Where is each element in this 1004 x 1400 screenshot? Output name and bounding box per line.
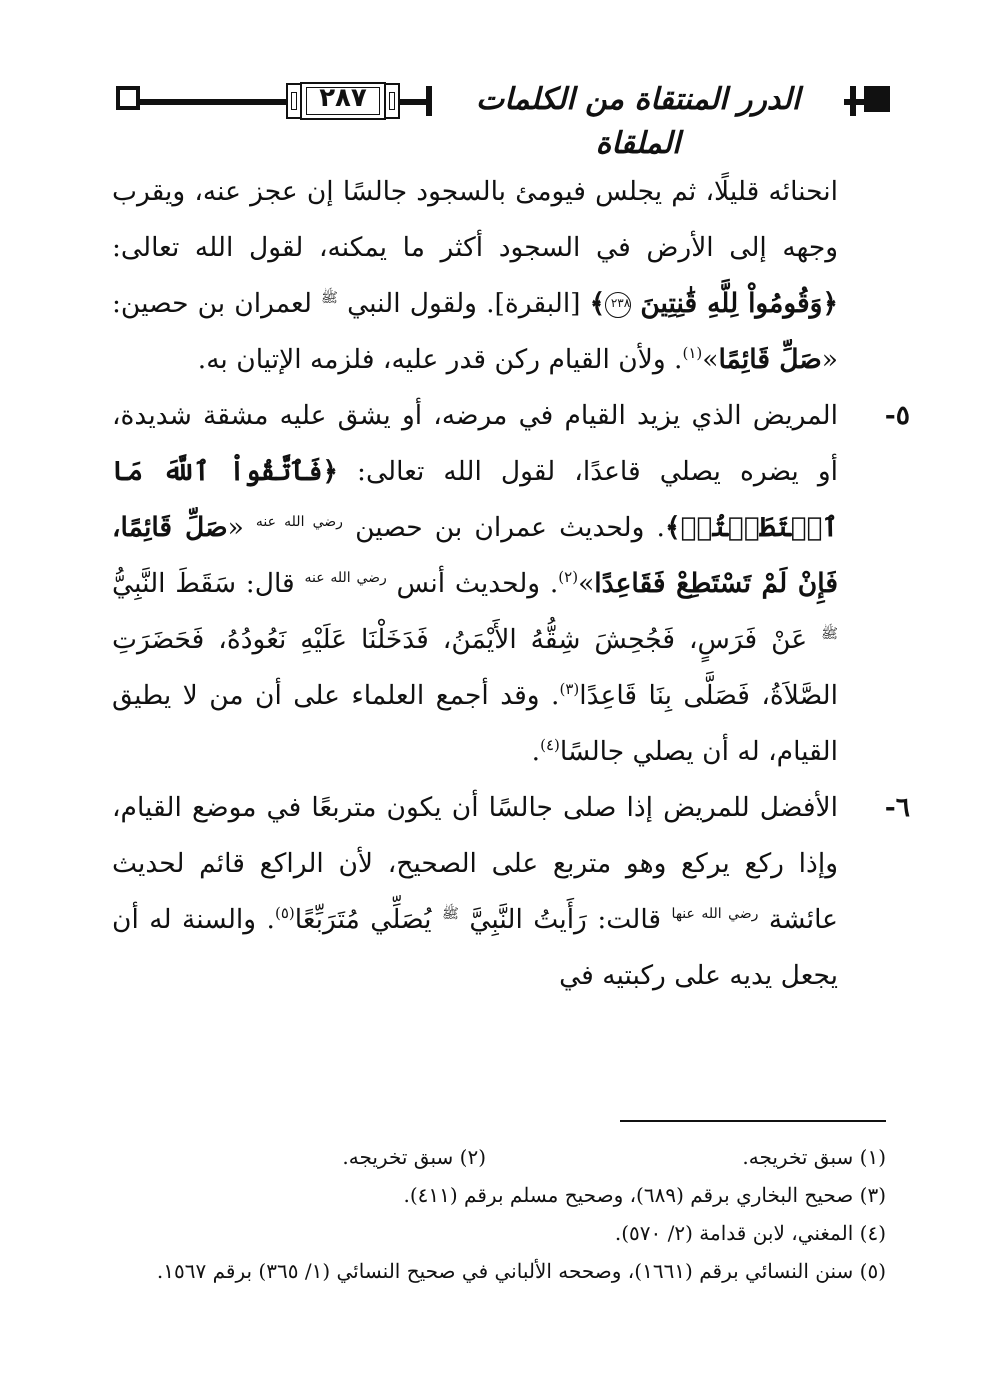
item-number: ٦- xyxy=(884,792,910,823)
radiallahu-glyph-icon: رضي الله عنها xyxy=(671,906,759,923)
text-run: قالت: رَأَيتُ النَّبِيَّ xyxy=(458,904,672,935)
text-run: . ولأن القيام ركن قدر عليه، فلزمه الإتيان به. xyxy=(197,344,683,375)
header-ornament-block-icon xyxy=(864,86,890,112)
footnote-ref[interactable]: (٤) xyxy=(540,736,560,755)
footnote-row xyxy=(112,1138,886,1176)
salawat-glyph-icon: ﷺ xyxy=(821,626,838,643)
text-run: يُصَلِّي مُتَرَبِّعًا xyxy=(294,904,442,935)
text-run: . ولحديث عمران بن حصين xyxy=(342,512,665,543)
text-run: « xyxy=(227,512,256,543)
footnote-2: (٢) سبق تخريجه. xyxy=(342,1145,486,1169)
text-run: [البقرة]. ولقول النبي xyxy=(337,288,590,319)
footnote-ref[interactable]: (١) xyxy=(682,344,703,363)
footnotes xyxy=(112,1138,886,1290)
quran-verse: ﴿وَقُومُواْ لِلَّهِ قَٰنِتِينَ xyxy=(640,288,839,319)
salawat-glyph-icon: ﷺ xyxy=(321,290,338,307)
page-number-frame xyxy=(284,78,402,124)
text-run: » xyxy=(702,344,719,375)
hadith-text: صَلِّ قَائِمًا xyxy=(718,344,822,375)
text-run: . ولحديث أنس xyxy=(386,568,559,599)
verse-bracket: ﴾ xyxy=(589,288,606,319)
text-run: لعمران بن حصين: « xyxy=(112,288,838,375)
footnote-4: (٤) المغني، لابن قدامة (٢/ ٥٧٠). xyxy=(614,1221,886,1245)
text-run: . والسنة له أن يجعل يديه على ركبتيه في xyxy=(112,904,838,991)
header-ornament-square-icon xyxy=(116,86,140,110)
quran-verse: ﴿فَٱتَّقُواْ ٱللَّهَ مَا ٱسۡتَطَعۡتُمۡ﴾ xyxy=(112,456,838,543)
book-title: الدرر المنتقاة من الكلمات الملقاة xyxy=(432,78,844,124)
footnote-1: (١) سبق تخريجه. xyxy=(742,1145,886,1169)
salawat-glyph-icon: ﷺ xyxy=(441,906,459,923)
footnote-3: (٣) صحيح البخاري برقم (٦٨٩)، وصحيح مسلم برقم (٤١١). xyxy=(403,1183,886,1207)
intro-paragraph xyxy=(112,164,838,388)
header-rule-left xyxy=(140,99,288,105)
list-item-5 xyxy=(112,388,910,780)
text-run: انحنائه قليلًا، ثم يجلس فيومئ بالسجود جالسًا إن عجز عنه، ويقرب وجهه إلى الأرض في السجود أكثر ما يمكنه، لقول الله تعالى: xyxy=(112,176,838,263)
footnote-5: (٥) سنن النسائي برقم (١٦٦١)، وصححه الألباني في صحيح النسائي (١/ ٣٦٥) برقم ١٥٦٧. xyxy=(156,1259,886,1283)
ayah-number-badge: ٢٣٨ xyxy=(605,292,631,318)
page-number: ٢٨٧ xyxy=(319,83,367,113)
footnote-ref[interactable]: (٣) xyxy=(559,680,580,699)
text-run: عَنْ فَرَسٍ، فَجُحِشَ شِقُّهُ الأَيْمَنُ، فَدَخَلْنَا عَلَيْهِ نَعُودُهُ، فَحَضَرَتِ الصَّلاَةُ، فَصَلَّى بِنَا قَاعِدًا xyxy=(112,624,838,711)
text-run: المريض الذي يزيد القيام في مرضه، أو يشق عليه مشقة شديدة، أو يضره يصلي قاعدًا، لقول الله تعالى: xyxy=(112,400,839,487)
radiallahu-glyph-icon: رضي الله عنه xyxy=(304,570,387,587)
hadith-text: صَلِّ قَائِمًا، فَإِنْ لَمْ تَسْتَطِعْ فَقَاعِدًا xyxy=(112,512,838,599)
text-run: . xyxy=(531,736,541,767)
footnote-ref[interactable]: (٥) xyxy=(274,904,295,923)
footnote-separator xyxy=(620,1120,886,1122)
page-header xyxy=(112,78,892,161)
text-run: قال: سَقَطَ النَّبِيُّ xyxy=(112,568,305,599)
text-run: » xyxy=(578,568,595,599)
footnote-ref[interactable]: (٢) xyxy=(558,568,579,587)
item-number: ٥- xyxy=(884,400,910,431)
list-item-6 xyxy=(112,780,910,1004)
radiallahu-glyph-icon: رضي الله عنه xyxy=(255,514,343,531)
text-run: الأفضل للمريض إذا صلى جالسًا أن يكون متربعًا في موضع القيام، وإذا ركع يركع وهو متربع على الصحيح، لأن الراكع قائم لحديث عائشة xyxy=(112,792,838,935)
main-text xyxy=(112,164,910,1004)
text-run: . وقد أجمع العلماء على أن من لا يطيق القيام، له أن يصلي جالسًا xyxy=(112,680,838,767)
